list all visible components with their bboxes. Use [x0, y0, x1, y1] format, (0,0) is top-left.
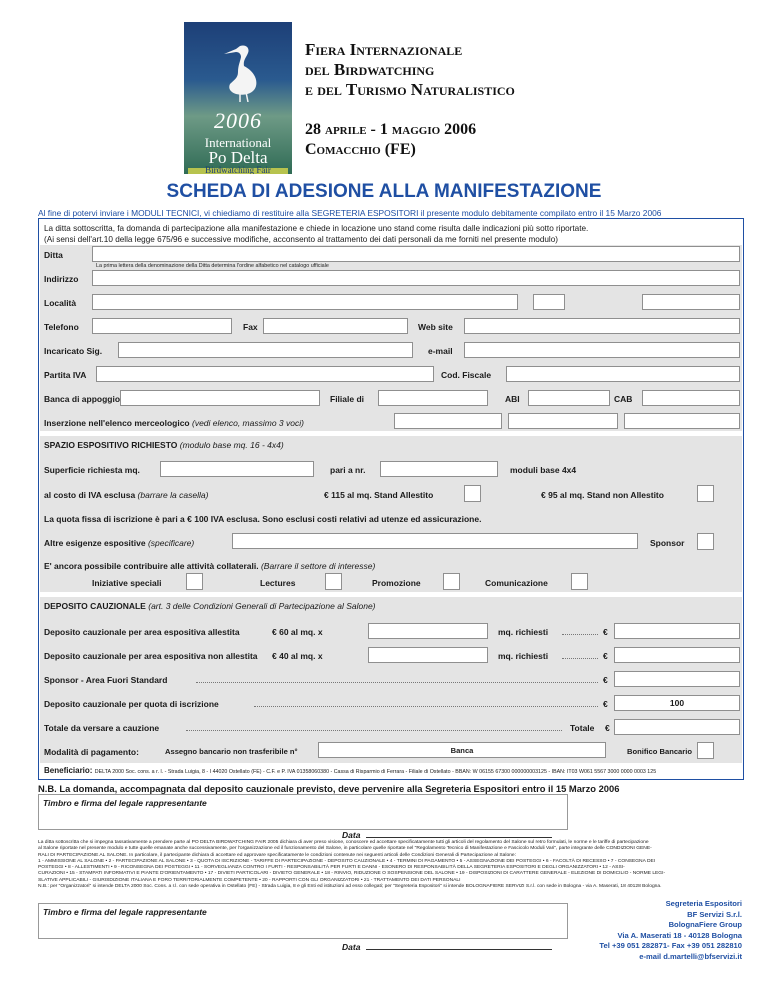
legal-line: N.B.: per "Organizzatori" si intende DELTA 2000 Soc. Cons. a r.l. con sede operativa in Ostellato (FE) - Strada Luigia, 8 e gli Enti ed istituzioni ad esso collegati; per "Segreteria Espositori" si intende BOLOGNAFIERE SERVIZI S.r.l. con sede in Bologna - via A. Maserati, 18 40128 Bologna. — [38, 884, 662, 890]
cod-fiscale-field[interactable] — [506, 366, 740, 382]
contact-line: Via A. Maserati 18 - 40128 Bologna — [617, 930, 742, 940]
web-label: Web site — [418, 322, 453, 332]
deposito-row1-mq-field[interactable] — [368, 623, 488, 639]
legal-line: POSTEGGI • 8 - ALLESTIMENTI • 9 - RICONSEGNA DEI POSTEGGI • 11 - SORVEGLIANZA CONTRO I FURTI - RESPONSABILITÀ PER FURTI E DANNI - ESONERO DI RESPONSABILITÀ DELLA SEGRETERIA ESPOSITORI E DEGLI ORGANIZZATORI • 12 - ASSI- — [38, 865, 625, 871]
allestito-checkbox[interactable] — [464, 485, 481, 502]
ditta-field[interactable] — [92, 246, 740, 262]
partita-iva-field[interactable] — [96, 366, 434, 382]
legal-line: CURAZIONI • 15 - STAMPATI INFORMATIVI E PIANTE D'ORIENTAMENTO • 17 - DIVIETI PARTICOLARI - DIVIETO GENERALE • 18 - RINVIO, RIDUZIONE O SOSPENSIONE DEL SALONE • 19 - DISPOSIZIONI DI CARATTERE GENERALE - ELEZIONE DI DOMICILIO - NORME LEGI- — [38, 871, 666, 877]
superficie-label: Superficie richiesta mq. — [44, 465, 140, 475]
legal-text — [38, 840, 740, 890]
partita-iva-label: Partita IVA — [44, 370, 87, 380]
costo-label — [44, 490, 208, 500]
costo-note: (barrare la casella) — [137, 490, 209, 500]
cab-label: CAB — [614, 394, 633, 404]
incaricato-field[interactable] — [118, 342, 413, 358]
logo-line-3: Birdwatching Fair — [205, 165, 271, 174]
abi-field[interactable] — [528, 390, 610, 406]
inserzione-field-1[interactable] — [394, 413, 502, 429]
signature-label-1: Timbro e firma del legale rappresentante — [43, 798, 207, 808]
inserzione-label — [44, 418, 304, 428]
inserzione-field-3[interactable] — [624, 413, 740, 429]
altre-field[interactable] — [232, 533, 638, 549]
comunicazione-label: Comunicazione — [485, 578, 548, 588]
bonifico-checkbox[interactable] — [697, 742, 714, 759]
deposito-row2-mq-label: mq. richiesti — [498, 651, 549, 661]
inserzione-text: Inserzione nell'elenco merceologico — [44, 418, 190, 428]
deposito-row2-dots — [562, 658, 598, 659]
moduli-label: moduli base 4x4 — [510, 465, 577, 475]
legal-line: 1 - AMMISSIONE AL SALONE • 2 - PARTECIPAZIONE AL SALONE • 3 - QUOTA DI ISCRIZIONE - TARIFFE DI PARTECIPAZIONE - DEPOSITO CAUZIONALE • 4 - TERMINI DI PAGAMENTO • 5 - ASSEGNAZIONE DEI POSTEGGI • 6 - FACOLTÀ DI RECESSO • 7 - CONSEGNA DEI — [38, 858, 656, 864]
deposito-row4-euro: € — [603, 699, 608, 709]
deposito-row4-label: Deposito cauzionale per quota di iscrizione — [44, 699, 219, 709]
non-allestito-checkbox[interactable] — [697, 485, 714, 502]
fair-logo — [184, 22, 292, 174]
incaricato-label: Incaricato Sig. — [44, 346, 103, 356]
declaration-line-2: (Ai sensi dell'art.10 della legge 675/96 e successive modifiche, acconsento al trattamento dei dati personali da me forniti nel presente modulo) — [44, 235, 559, 244]
logo-line-1: International — [204, 135, 272, 150]
cod-fiscale-label: Cod. Fiscale — [441, 370, 492, 380]
deposito-row3-euro: € — [603, 675, 608, 685]
legal-line: al Salone riportate nel presente modulo e tutte quelle emanate anche successivamente, per l'organizzazione ed il funzionamento del Salone, in particolare quelle riportate nel "Regolamento Tecnico di Manifestazione e Fascicolo Moduli Vari", parte integrante delle CONDIZIONI GENE- — [38, 846, 652, 852]
fair-dates — [305, 120, 476, 160]
banca-pagamento-field[interactable]: Banca — [318, 742, 606, 758]
collaterali-note: (Barrare il settore di interesse) — [260, 561, 376, 571]
beneficiario-line — [44, 766, 656, 775]
indirizzo-field[interactable] — [92, 270, 740, 286]
deposito-row2-euro: € — [603, 651, 608, 661]
deposito-row2-price: € 40 al mq. x — [272, 651, 323, 661]
fair-title — [305, 40, 515, 100]
deposito-row4-amount-field[interactable]: 100 — [614, 695, 740, 711]
deposito-row2-mq-field[interactable] — [368, 647, 488, 663]
signature-box-1[interactable] — [38, 794, 568, 830]
logo-year: 2006 — [214, 108, 262, 133]
deposito-row1-mq-label: mq. richiesti — [498, 627, 549, 637]
superficie-field[interactable] — [160, 461, 314, 477]
declaration-line-1: La ditta sottoscritta, fa domanda di partecipazione alla manifestazione e chiede in locazione uno stand come risulta dalle indicazioni più sotto riportate. — [44, 224, 589, 233]
data-line-2 — [342, 942, 552, 952]
altre-text: Altre esigenze espositive — [44, 538, 146, 548]
promozione-checkbox[interactable] — [443, 573, 460, 590]
filiale-field[interactable] — [378, 390, 488, 406]
deposito-row3-label: Sponsor - Area Fuori Standard — [44, 675, 168, 685]
promozione-label: Promozione — [372, 578, 421, 588]
fair-location: Comacchio (FE) — [305, 141, 416, 158]
telefono-field[interactable] — [92, 318, 232, 334]
egret-icon — [210, 40, 266, 102]
beneficiario-text: DELTA 2000 Soc. cons. a r. l. - Strada Luigia, 8 - I 44020 Ostellato (FE) - C.F. e P. IVA 01358060380 - Cassa di Risparmio di Ferrara - Filiale di Ostellato - BBAN: W 06155 67300 000000003125 - IBAN: IT03 W061 5567 3000 0000 0003 125 — [94, 769, 657, 775]
web-field[interactable] — [464, 318, 740, 334]
non-allestito-label: € 95 al mq. Stand non Allestito — [541, 490, 664, 500]
email-label: e-mail — [428, 346, 453, 356]
legal-line: SLATIVE APPLICABILI - GIURISDIZIONE ITALIANA E FORO TERRITORIALMENTE COMPETENTE • 20 - RAPPORTI CON GLI ORGANIZZATORI • 21 - TRATTAMENTO DEI DATI PERSONALI — [38, 877, 461, 883]
page-title: SCHEDA DI ADESIONE ALLA MANIFESTAZIONE — [166, 181, 602, 202]
localita-field[interactable] — [92, 294, 518, 310]
cab-field[interactable] — [642, 390, 740, 406]
legal-line: RALI DI PARTECIPAZIONE AL SALONE. In particolare, il partecipante dichiara di accettare ed approvare specificatamente le condizioni contenute nei seguenti articoli delle Condizioni Generali di Partecipazione al Salone: — [38, 852, 516, 858]
deposito-row3-dots — [196, 682, 598, 683]
collaterali-label — [44, 561, 375, 571]
lectures-checkbox[interactable] — [325, 573, 342, 590]
spazio-title-text: SPAZIO ESPOSITIVO RICHIESTO — [44, 440, 178, 450]
data-underline-2[interactable] — [366, 949, 552, 950]
telefono-label: Telefono — [44, 322, 79, 332]
signature-box-2[interactable] — [38, 903, 568, 939]
contact-email[interactable]: e-mail d.martelli@bfservizi.it — [639, 951, 742, 961]
assegno-label: Assegno bancario non trasferibile n° — [165, 747, 298, 756]
fair-title-line-2: del Birdwatching — [305, 60, 435, 79]
data-label-2: Data — [342, 942, 361, 952]
inserzione-note: (vedi elenco, massimo 3 voci) — [192, 418, 304, 428]
spazio-title — [44, 440, 284, 450]
deposito-row1-dots — [562, 634, 598, 635]
deposito-row1-euro: € — [603, 627, 608, 637]
costo-text: al costo di IVA esclusa — [44, 490, 136, 500]
cap-field[interactable] — [642, 294, 740, 310]
contact-line: Tel +39 051 282871- Fax +39 051 282810 — [599, 941, 742, 951]
nb-deadline: N.B. La domanda, accompagnata dal deposito cauzionale previsto, deve pervenire alla Segreteria Espositori entro il 15 Marzo 2006 — [38, 783, 620, 794]
fax-field[interactable] — [263, 318, 408, 334]
filiale-label: Filiale di — [330, 394, 365, 404]
signature-label-2: Timbro e firma del legale rappresentante — [43, 907, 207, 917]
deposito-title-text: DEPOSITO CAUZIONALE — [44, 601, 146, 611]
email-field[interactable] — [464, 342, 740, 358]
banca-field[interactable] — [120, 390, 320, 406]
totale-euro: € — [605, 723, 610, 733]
totale-field[interactable] — [614, 719, 740, 735]
deposito-title-note: (art. 3 delle Condizioni Generali di Partecipazione al Salone) — [148, 601, 376, 611]
deposito-row1-label: Deposito cauzionale per area espositiva allestita — [44, 627, 240, 637]
deposito-row2-label: Deposito cauzionale per area espositiva non allestita — [44, 651, 258, 661]
sponsor-label: Sponsor — [650, 538, 685, 548]
data-label-1: Data — [342, 830, 361, 840]
lectures-label: Lectures — [260, 578, 296, 588]
altre-label — [44, 538, 194, 548]
pari-label: pari a nr. — [330, 465, 366, 475]
beneficiario-label: Beneficiario: — [44, 766, 93, 775]
fair-title-line-3: e del Turismo Naturalistico — [305, 80, 515, 99]
ditta-note: La prima lettera della denominazione della Ditta determina l'ordine alfabetico nel catalogo ufficiale — [96, 263, 329, 269]
ditta-label: Ditta — [44, 250, 63, 260]
data-underline-1[interactable] — [366, 837, 552, 838]
localita-label: Località — [44, 298, 77, 308]
contact-line: BolognaFiere Group — [668, 920, 742, 930]
iniziative-checkbox[interactable] — [186, 573, 203, 590]
logo-line-2: Po Delta — [208, 148, 268, 167]
deposito-row5-dots — [186, 730, 562, 731]
totale-label: Totale — [570, 723, 595, 733]
indirizzo-label: Indirizzo — [44, 274, 79, 284]
modalita-label: Modalità di pagamento: — [44, 747, 139, 757]
fair-title-line-1: Fiera Internazionale — [305, 40, 463, 59]
deposito-row4-dots — [254, 706, 598, 707]
deposito-row5-label: Totale da versare a cauzione — [44, 723, 160, 733]
abi-label: ABI — [505, 394, 520, 404]
deposito-row3-amount-field[interactable] — [614, 671, 740, 687]
contacts-block — [599, 899, 742, 963]
collaterali-text: E' ancora possibile contribuire alle attività collaterali. — [44, 561, 259, 571]
comunicazione-checkbox[interactable] — [571, 573, 588, 590]
legal-line: La ditta sottoscritta che si impegna tassativamente a prendere parte al PO DELTA BIRDWATCHING FAIR 2005 dichiara di aver preso visione, conoscere ed accettare specificatamente tutti gli articoli del regolamento del Salone sul retro formulati, le norme e le tariffe di partecipazione — [38, 840, 649, 845]
fair-dates-line: 28 aprile - 1 maggio 2006 — [305, 121, 477, 138]
quota-text: La quota fissa di iscrizione è pari a € 100 IVA esclusa. Sono esclusi costi relativi ad utenze ed assicurazione. — [44, 514, 482, 524]
deposito-title — [44, 601, 376, 611]
iniziative-label: Iniziative speciali — [92, 578, 162, 588]
allestito-label: € 115 al mq. Stand Allestito — [324, 490, 434, 500]
deposito-row1-amount-field[interactable] — [614, 623, 740, 639]
inserzione-field-2[interactable] — [508, 413, 618, 429]
data-line-1 — [342, 830, 552, 840]
intro-text: Al fine di potervi inviare i MODULI TECNICI, vi chiediamo di restituire alla SEGRETERIA ESPOSITORI il presente modulo debitamente compilato entro il 15 Marzo 2006 — [38, 208, 662, 218]
deposito-row1-price: € 60 al mq. x — [272, 627, 323, 637]
provincia-field[interactable] — [533, 294, 565, 310]
contact-line: BF Servizi S.r.l. — [687, 909, 742, 919]
deposito-row2-amount-field[interactable] — [614, 647, 740, 663]
altre-note: (specificare) — [147, 538, 195, 548]
banca-label: Banca di appoggio — [44, 394, 121, 404]
contact-line: Segreteria Espositori — [665, 899, 742, 908]
moduli-field[interactable] — [380, 461, 498, 477]
spazio-title-note: (modulo base mq. 16 - 4x4) — [179, 440, 284, 450]
fax-label: Fax — [243, 322, 258, 332]
sponsor-checkbox[interactable] — [697, 533, 714, 550]
bonifico-label: Bonifico Bancario — [627, 747, 692, 756]
